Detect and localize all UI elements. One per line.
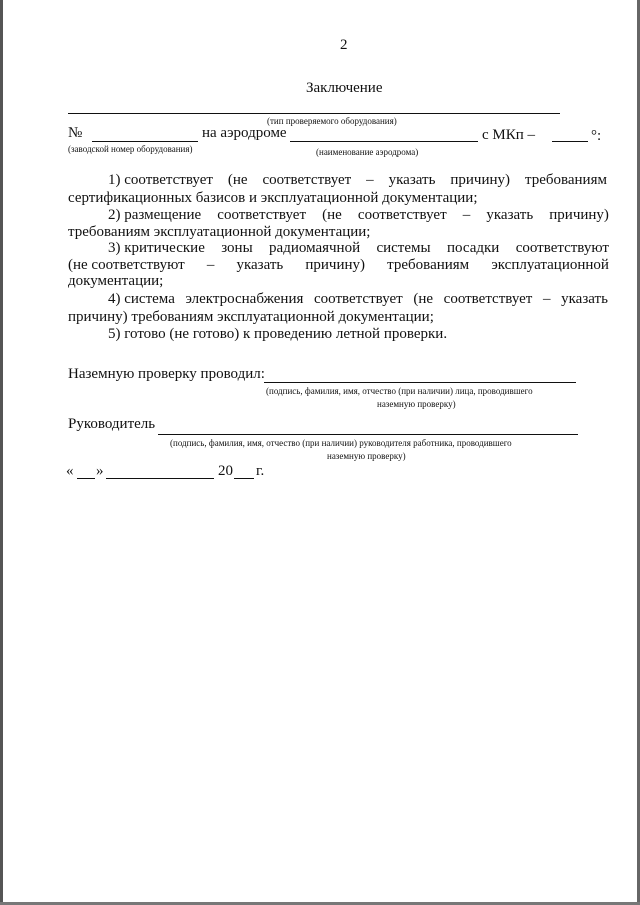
item-1-line-1 xyxy=(108,172,607,189)
word: электроснабжения xyxy=(185,291,304,307)
word: указать xyxy=(486,207,534,223)
serial-number-line xyxy=(92,141,198,142)
item-4-line-1 xyxy=(108,291,608,308)
date-day-line xyxy=(77,478,95,479)
item-3-line-2 xyxy=(68,257,609,274)
head-caption-2: наземную проверку) xyxy=(327,451,406,461)
word: (не соответствуют xyxy=(68,257,185,273)
word: (не xyxy=(322,207,342,223)
item-2-line-2: требованиям эксплуатационной документации; xyxy=(68,224,371,240)
word: 4) система xyxy=(108,291,175,307)
caption-equipment-type: (тип проверяемого оборудования) xyxy=(267,116,397,126)
head-signature-line xyxy=(158,434,578,435)
item-5: 5) готово (не готово) к проведению летной проверки. xyxy=(108,326,448,342)
date-year-line xyxy=(234,478,254,479)
word: – xyxy=(366,172,374,188)
page-number: 2 xyxy=(340,37,348,53)
ground-check-label: Наземную проверку проводил: xyxy=(68,366,265,382)
word: соответствует xyxy=(262,172,352,188)
mkp-label: с МКп – xyxy=(482,127,536,143)
word: радиомаячной xyxy=(269,240,361,256)
date-year-suffix: г. xyxy=(256,463,265,479)
date-close-quote: » xyxy=(96,463,104,479)
word: посадки xyxy=(446,240,500,256)
word: – xyxy=(543,291,551,307)
word: 3) критические xyxy=(108,240,205,256)
item-2-line-1 xyxy=(108,207,609,224)
word: причину) xyxy=(305,257,366,273)
date-year-prefix: 20 xyxy=(218,463,233,479)
word: (не xyxy=(227,172,248,188)
word: – xyxy=(206,257,215,273)
word: 2) размещение xyxy=(108,207,202,223)
ground-check-caption-2: наземную проверку) xyxy=(377,399,456,409)
word: указать xyxy=(388,172,436,188)
caption-aerodrome-name: (наименование аэродрома) xyxy=(316,147,419,157)
word: 1) соответствует xyxy=(108,172,213,188)
mkp-value-line xyxy=(552,141,588,142)
word: (не xyxy=(413,291,434,307)
word: – xyxy=(462,207,471,223)
item-3-line-3: документации; xyxy=(68,273,164,289)
word: соответствует xyxy=(357,207,447,223)
degree-sign: °: xyxy=(591,128,602,144)
head-label: Руководитель xyxy=(68,416,156,432)
word: требованиям xyxy=(387,257,470,273)
scan-left-edge xyxy=(0,0,3,905)
aerodrome-name-line xyxy=(290,141,478,142)
word: соответствует xyxy=(217,207,307,223)
number-sign: № xyxy=(68,125,83,141)
word: причину) xyxy=(549,207,609,223)
word: системы xyxy=(376,240,431,256)
word: причину) xyxy=(450,172,511,188)
date-open-quote: « xyxy=(66,463,74,479)
word: зоны xyxy=(221,240,253,256)
word: эксплуатационной xyxy=(491,257,609,273)
word: соответствует xyxy=(314,291,403,307)
date-month-line xyxy=(106,478,214,479)
item-4-line-2: причину) требованиям эксплуатационной документации; xyxy=(68,309,434,325)
item-3-line-1 xyxy=(108,240,609,257)
word: соответствуют xyxy=(515,240,609,256)
word: соответствует xyxy=(443,291,533,307)
item-1-line-2: сертификационных базисов и эксплуатационной документации; xyxy=(68,190,478,206)
ground-check-signature-line xyxy=(264,382,576,383)
word: указать xyxy=(236,257,284,273)
equipment-type-line xyxy=(68,113,560,114)
head-caption-1: (подпись, фамилия, имя, отчество (при наличии) руководителя работника, проводившего xyxy=(170,438,512,448)
caption-serial-number: (заводской номер оборудования) xyxy=(68,144,193,154)
page-title: Заключение xyxy=(306,80,383,96)
word: указать xyxy=(561,291,608,307)
ground-check-caption-1: (подпись, фамилия, имя, отчество (при наличии) лица, проводившего xyxy=(266,386,533,396)
aerodrome-label: на аэродроме xyxy=(202,125,287,141)
word: требованиям xyxy=(524,172,607,188)
